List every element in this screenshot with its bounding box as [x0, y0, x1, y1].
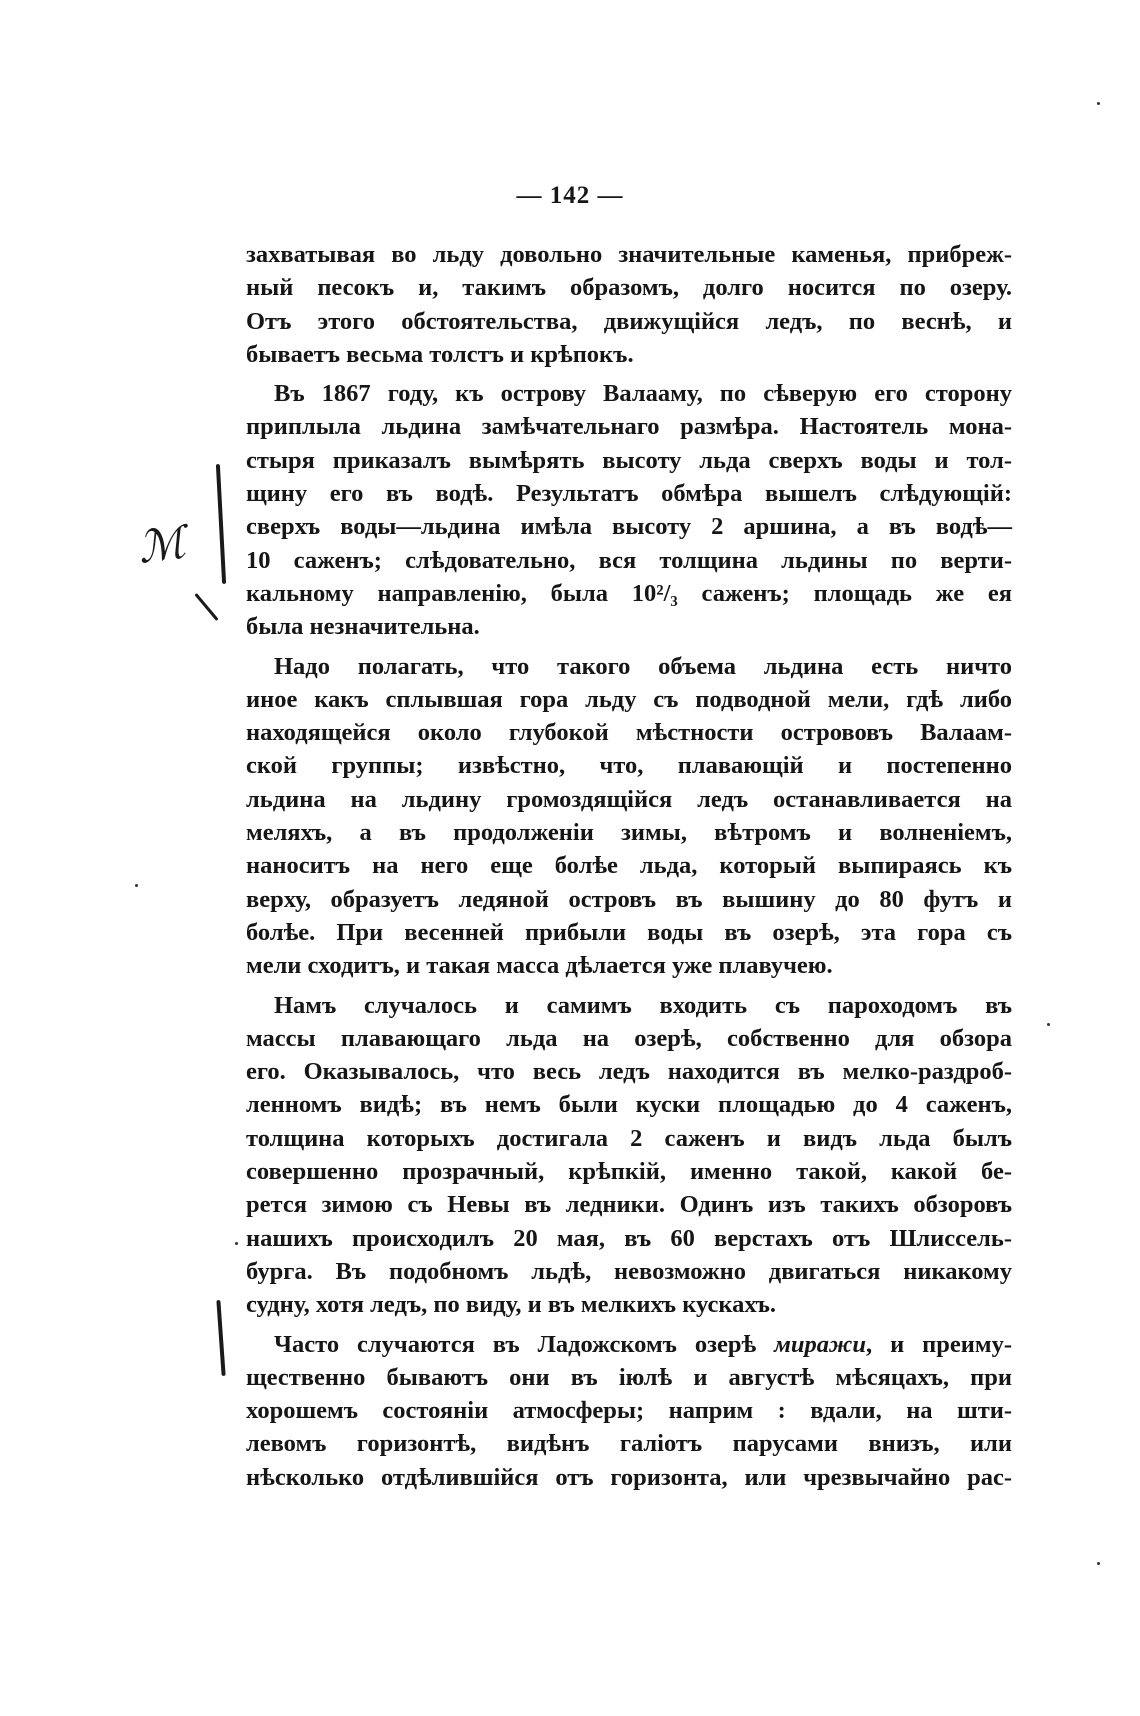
text-line: болѣе. При весенней прибыли воды въ озерѣ, эта гора съ [246, 918, 1012, 946]
text-line: стыря приказалъ вымѣрять высоту льда сверхъ воды и тол- [246, 446, 1012, 474]
text-line: левомъ горизонтѣ, видѣнъ галіотъ парусами внизъ, или [246, 1430, 1012, 1458]
text-line: льдина на льдину громоздящійся ледъ останавливается на [246, 785, 1012, 813]
text-line: ный песокъ и, такимъ образомъ, долго носится по озеру. [246, 274, 1012, 302]
body-text [246, 238, 1012, 1500]
paragraph-3 [246, 650, 1012, 983]
text-line: Надо полагать, что такого объема льдина есть ничто [274, 652, 1012, 680]
text-line: верху, образуетъ ледяной островъ въ вышину до 80 футъ и [246, 885, 1012, 913]
text-line: нѣсколько отдѣлившійся отъ горизонта, или чрезвычайно рас- [246, 1463, 1012, 1491]
text-line: сверхъ воды—льдина имѣла высоту 2 аршина, а въ водѣ— [246, 513, 1012, 541]
text-line: приплыла льдина замѣчательнаго размѣра. Настоятель мона- [246, 413, 1012, 441]
text-line: Намъ случалось и самимъ входить съ пароходомъ въ [274, 991, 1012, 1019]
text-line: была незначительна. [246, 613, 480, 641]
text-line: меляхъ, а въ продолженіи зимы, вѣтромъ и волненіемъ, [246, 819, 1012, 847]
text-line: бурга. Въ подобномъ льдѣ, невозможно двигаться никакому [246, 1257, 1012, 1285]
text-line: Отъ этого обстоятельства, движущійся ледъ, по веснѣ, и [246, 307, 1012, 335]
paper-speck [135, 884, 138, 887]
margin-bar-mark [216, 1300, 225, 1376]
text-line: мели сходитъ, и такая масса дѣлается уже плавучею. [246, 952, 833, 980]
text-line: толщина которыхъ достигала 2 саженъ и видъ льда былъ [246, 1124, 1012, 1152]
text-line: ской группы; извѣстно, что, плавающій и постепенно [246, 752, 1012, 780]
text-line: совершенно прозрачный, крѣпкій, именно такой, какой бе- [246, 1158, 1012, 1186]
text-line: щественно бываютъ они въ іюлѣ и августѣ мѣсяцахъ, при [246, 1363, 1012, 1391]
text-line: находящейся около глубокой мѣстности острововъ Валаам- [246, 719, 1012, 747]
emphasized-word: миражи [774, 1330, 867, 1358]
text-line: кальному направленію, была 10²/₃ саженъ; площадь же ея [246, 579, 1012, 607]
handwritten-margin-note: ℳ [134, 516, 189, 575]
text-line: бываетъ весьма толстъ и крѣпокъ. [246, 340, 634, 368]
text-line: наноситъ на него еще болѣе льда, который выпираясь къ [246, 852, 1012, 880]
text-line: нашихъ происходилъ 20 мая, въ 60 верстахъ отъ Шлиссель- [246, 1224, 1012, 1252]
paper-speck [235, 1242, 238, 1245]
text-line: щину его въ водѣ. Результатъ обмѣра вышелъ слѣдующій: [246, 480, 1012, 508]
text-line: его. Оказывалось, что весь ледъ находится въ мелко-раздроб- [246, 1058, 1012, 1086]
text-line: хорошемъ состояніи атмосферы; наприм : вдали, на шти- [246, 1397, 1012, 1425]
text-line: Въ 1867 году, къ острову Валааму, по сѣверую его сторону [274, 380, 1012, 408]
margin-tick-mark [194, 593, 218, 621]
margin-bracket-mark [216, 464, 226, 584]
text-line: массы плавающаго льда на озерѣ, собственно для обзора [246, 1024, 1012, 1052]
text-line: 10 саженъ; слѣдовательно, вся толщина льдины по верти- [246, 546, 1012, 574]
text-line: ленномъ видѣ; въ немъ были куски площадью до 4 саженъ, [246, 1091, 1012, 1119]
text-segment: Часто случаются въ Ладожскомъ озерѣ [274, 1330, 775, 1358]
paragraph-4 [246, 989, 1012, 1322]
text-line: судну, хотя ледъ, по виду, и въ мелкихъ кускахъ. [246, 1291, 777, 1319]
text-line: захватывая во льду довольно значительные каменья, прибреж- [246, 241, 1012, 268]
paper-speck [1097, 1562, 1100, 1565]
text-line: рется зимою съ Невы въ ледники. Одинъ изъ такихъ обзоровъ [246, 1191, 1012, 1219]
text-line-with-emphasis [246, 1328, 1012, 1361]
paragraph-2 [246, 377, 1012, 643]
paragraph-1 [246, 238, 1012, 371]
paragraph-5 [246, 1328, 1012, 1494]
paper-speck [1097, 102, 1100, 105]
paper-speck [1047, 1023, 1050, 1026]
text-line: иное какъ сплывшая гора льду съ подводной мели, гдѣ либо [246, 685, 1012, 713]
text-segment: , и преиму- [866, 1330, 1012, 1358]
page-number: — 142 — [516, 182, 624, 209]
